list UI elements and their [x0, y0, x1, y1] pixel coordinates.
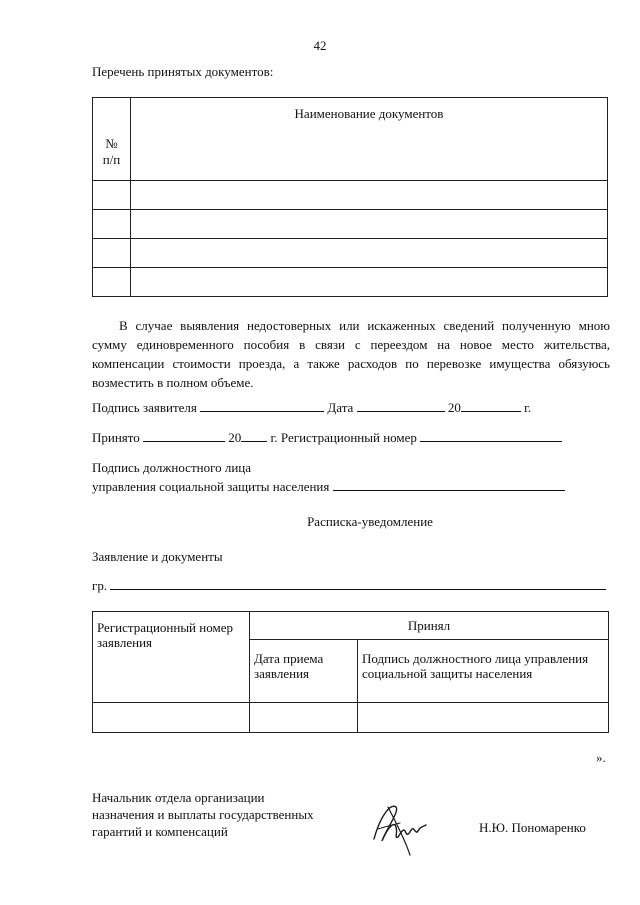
- documents-table-header: [93, 98, 608, 181]
- accepted-year-field[interactable]: [241, 430, 267, 442]
- receipt-table: [92, 611, 609, 733]
- citizen-label: гр.: [92, 578, 108, 593]
- accepted-header: Принял: [250, 612, 609, 640]
- applicant-signature-line: [92, 400, 531, 416]
- table-row: [93, 210, 608, 239]
- table-row: [93, 268, 608, 297]
- position-line1: Начальник отдела организации: [92, 790, 265, 805]
- table-row: [93, 181, 608, 210]
- reg-number-header: Регистрационный номер заявления: [93, 612, 250, 703]
- official-signature-header: Подпись должностного лица управления социальной защиты населения: [358, 640, 609, 703]
- table-row: [93, 703, 609, 733]
- page-number: 42: [313, 38, 327, 53]
- reg-number-label: Регистрационный номер: [280, 430, 417, 445]
- obligation-paragraph: В случае выявления недостоверных или искаженных сведений полученную мною сумму единовременного пособия в связи с переездом на новое место жительства, компенсации стоимости проезда, а также расходов по перевозке имущества обязуюсь возместить в полном объеме.: [92, 318, 610, 390]
- date-label: Дата: [327, 400, 354, 415]
- official-signature-label: управления социальной защиты населения: [92, 479, 330, 494]
- year-field[interactable]: [461, 400, 521, 412]
- closing-quote: ».: [596, 750, 606, 765]
- year-prefix: 20: [447, 400, 461, 415]
- applicant-signature-label: Подпись заявителя: [92, 400, 197, 415]
- official-signature-line1: Подпись должностного лица: [92, 460, 252, 475]
- applicant-signature-field[interactable]: [200, 400, 324, 412]
- date-day-field[interactable]: [357, 400, 445, 412]
- accepted-line: [92, 430, 562, 446]
- statement-label: Заявление и документы: [92, 549, 223, 564]
- receipt-title: Расписка-уведомление: [307, 514, 433, 529]
- table-row: [93, 239, 608, 268]
- documents-table: [92, 97, 608, 297]
- accepted-date-field[interactable]: [143, 430, 225, 442]
- date-received-header: Дата приема заявления: [250, 640, 358, 703]
- position-line3: гарантий и компенсаций: [92, 824, 228, 839]
- accepted-year-suffix: г.: [270, 430, 278, 445]
- year-suffix: г.: [524, 400, 532, 415]
- citizen-line: [92, 578, 606, 594]
- signatory-name: Н.Ю. Пономаренко: [479, 820, 586, 835]
- column-name-header: Наименование документов: [131, 98, 608, 181]
- reg-number-field[interactable]: [420, 430, 562, 442]
- official-signature-field[interactable]: [333, 479, 565, 491]
- documents-list-title: Перечень принятых документов:: [92, 64, 274, 79]
- position-line2: назначения и выплаты государственных: [92, 807, 314, 822]
- accepted-year-prefix: 20: [228, 430, 242, 445]
- accepted-label: Принято: [92, 430, 140, 445]
- handwritten-signature: [370, 797, 430, 859]
- citizen-name-field[interactable]: [110, 578, 606, 590]
- official-signature-line2: [92, 479, 565, 495]
- column-number-header: № п/п: [93, 98, 131, 181]
